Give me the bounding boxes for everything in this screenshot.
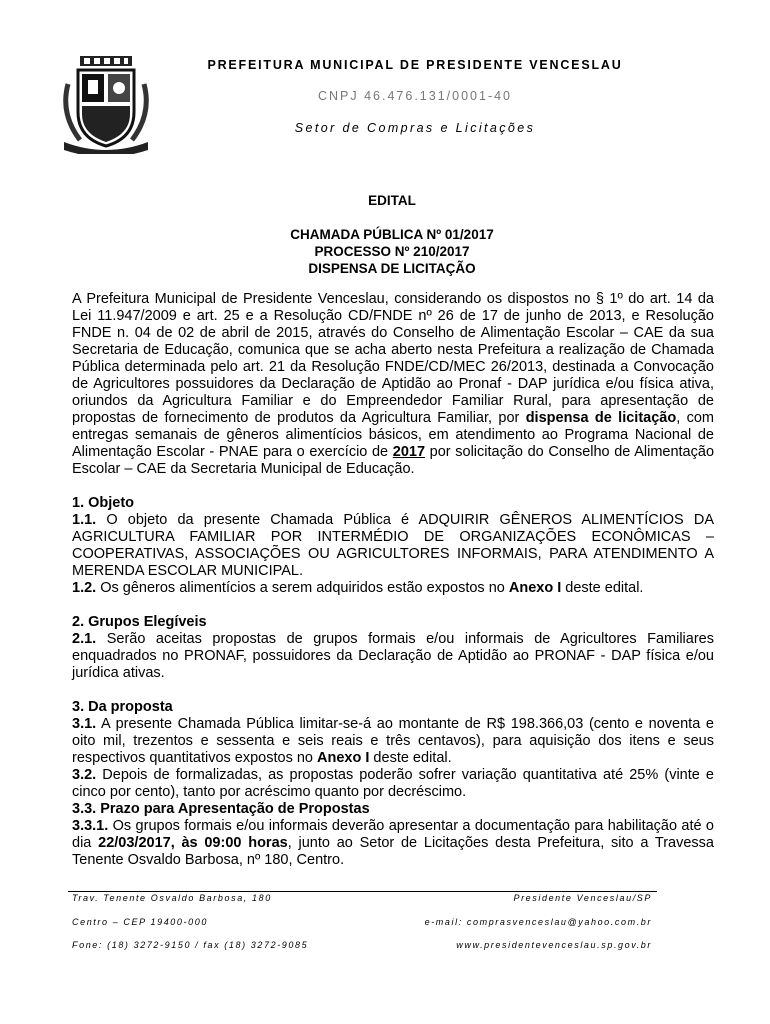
intro-bold-dispensa: dispensa de licitação [525, 410, 677, 426]
clause-text: Os gêneros alimentícios a serem adquiridos estão expostos no [96, 580, 509, 596]
clause-3-2 [72, 767, 714, 801]
clause-text: deste edital. [369, 750, 452, 766]
anexo-ref: Anexo I [317, 750, 370, 766]
edital-heading: EDITAL [368, 193, 416, 208]
chamada-title: CHAMADA PÚBLICA Nº 01/2017 [290, 227, 494, 242]
header-setor: Setor de Compras e Licitações [294, 121, 536, 135]
document-body [72, 291, 714, 869]
clause-text: A presente Chamada Pública limitar-se-á ao montante de R$ 198.366,03 (cento e noventa e oito mil, trezentos e sessenta e seis reais e três centavos), para aquisição dos itens e seus respectivos quantitativos expostos no [72, 716, 714, 766]
edital-title-block [72, 226, 712, 277]
section-1-heading: 1. Objeto [72, 495, 135, 511]
clause-text: , junto ao Setor de Licitações desta Prefeitura, sito a Travessa Tenente Osvaldo Barbosa, nº 180, Centro. [72, 835, 714, 868]
deadline-date: 22/03/2017, às 09:00 horas [98, 835, 288, 851]
footer-email: e-mail: comprasvenceslau@yahoo.com.br [424, 917, 652, 927]
clause-2-1 [72, 631, 714, 682]
intro-text-1: A Prefeitura Municipal de Presidente Venceslau, considerando os dispostos no § 1º do art. 14 da Lei 11.947/2009 e art. 25 e a Resolução CD/FNDE nº 26 de 17 de junho de 2013, e Resolução FNDE n. 04 de 02 de abril de 2015, através do Conselho de Alimentação Escolar – CAE da sua Secretaria de Educação, comunica que se acha aberto nesta Prefeitura a realização de Chamada Pública determinada pelo art. 21 da Resolução FNDE/CD/MEC 26/2013, destinada a Convocação de Agricultores possuidores da Declaração de Aptidão ao Pronaf - DAP jurídica e/ou física ativa, oriundos da Agricultura Familiar e do Empreendedor Familiar Rural, para apresentação de propostas de fornecimento de produtos da Agricultura Familiar, por [72, 291, 714, 426]
section-2-heading: 2. Grupos Elegíveis [72, 614, 207, 630]
footer-site: www.presidentevenceslau.sp.gov.br [456, 940, 652, 950]
clause-text: Depois de formalizadas, as propostas poderão sofrer variação quantitativa até 25% (vinte e cinco por cento), tanto por acréscimo quanto por decréscimo. [72, 767, 714, 800]
clause-1-1 [72, 512, 714, 580]
intro-year: 2017 [392, 444, 426, 460]
clause-number: 1.2. [72, 580, 97, 596]
clause-text: Serão aceitas propostas de grupos formais e/ou informais de Agricultores Familiares enquadrados no PRONAF, possuidores da Declaração de Aptidão ao PRONAF - DAP física e/ou jurídica ativas. [72, 631, 714, 681]
intro-text-2: , com entregas semanais de gêneros alimentícios básicos, em atendimento ao Programa Nacional de Alimentação Escolar - PNAE para o exercício de [72, 410, 714, 460]
footer-address: Trav. Tenente Osvaldo Barbosa, 180 [72, 893, 272, 903]
clause-text: O objeto da presente Chamada Pública é ADQUIRIR GÊNEROS ALIMENTÍCIOS DA AGRICULTURA FAMILIAR POR INTERMÉDIO DE ORGANIZAÇÕES ECONÔMICAS – COOPERATIVAS, ASSOCIAÇÕES OU AGRICULTORES INFORMAIS, PARA ATENDIMENTO A MERENDA ESCOLAR MUNICIPAL. [72, 512, 714, 579]
footer-phone: Fone: (18) 3272-9150 / fax (18) 3272-9085 [72, 940, 309, 950]
header-title: PREFEITURA MUNICIPAL DE PRESIDENTE VENCESLAU [207, 58, 623, 72]
municipal-crest-icon [58, 54, 154, 154]
clause-text: deste edital. [561, 580, 644, 596]
section-3-heading: 3. Da proposta [72, 699, 173, 715]
footer-cep: Centro – CEP 19400-000 [72, 917, 208, 927]
clause-3-3-1 [72, 818, 714, 869]
anexo-ref: Anexo I [508, 580, 562, 596]
clause-1-2 [72, 580, 714, 597]
section-3-3-heading: 3.3. Prazo para Apresentação de Propostas [72, 801, 370, 817]
intro-paragraph [72, 291, 714, 478]
header-cnpj: CNPJ 46.476.131/0001-40 [317, 89, 513, 103]
clause-number: 3.2. [72, 767, 97, 783]
clause-number: 1.1. [72, 512, 97, 528]
clause-number: 2.1. [72, 631, 97, 647]
footer-divider [68, 891, 657, 892]
clause-text: Os grupos formais e/ou informais deverão apresentar a documentação para habilitação até o dia [72, 818, 714, 851]
clause-3-1 [72, 716, 714, 767]
clause-number: 3.1. [72, 716, 97, 732]
intro-text-3: por solicitação do Conselho de Alimentação Escolar – CAE da Secretaria Municipal de Educação. [72, 444, 715, 477]
processo-title: PROCESSO Nº 210/2017 [314, 244, 470, 259]
footer-city: Presidente Venceslau/SP [513, 893, 652, 903]
clause-number: 3.3.1. [72, 818, 109, 834]
dispensa-title: DISPENSA DE LICITAÇÃO [308, 261, 476, 276]
